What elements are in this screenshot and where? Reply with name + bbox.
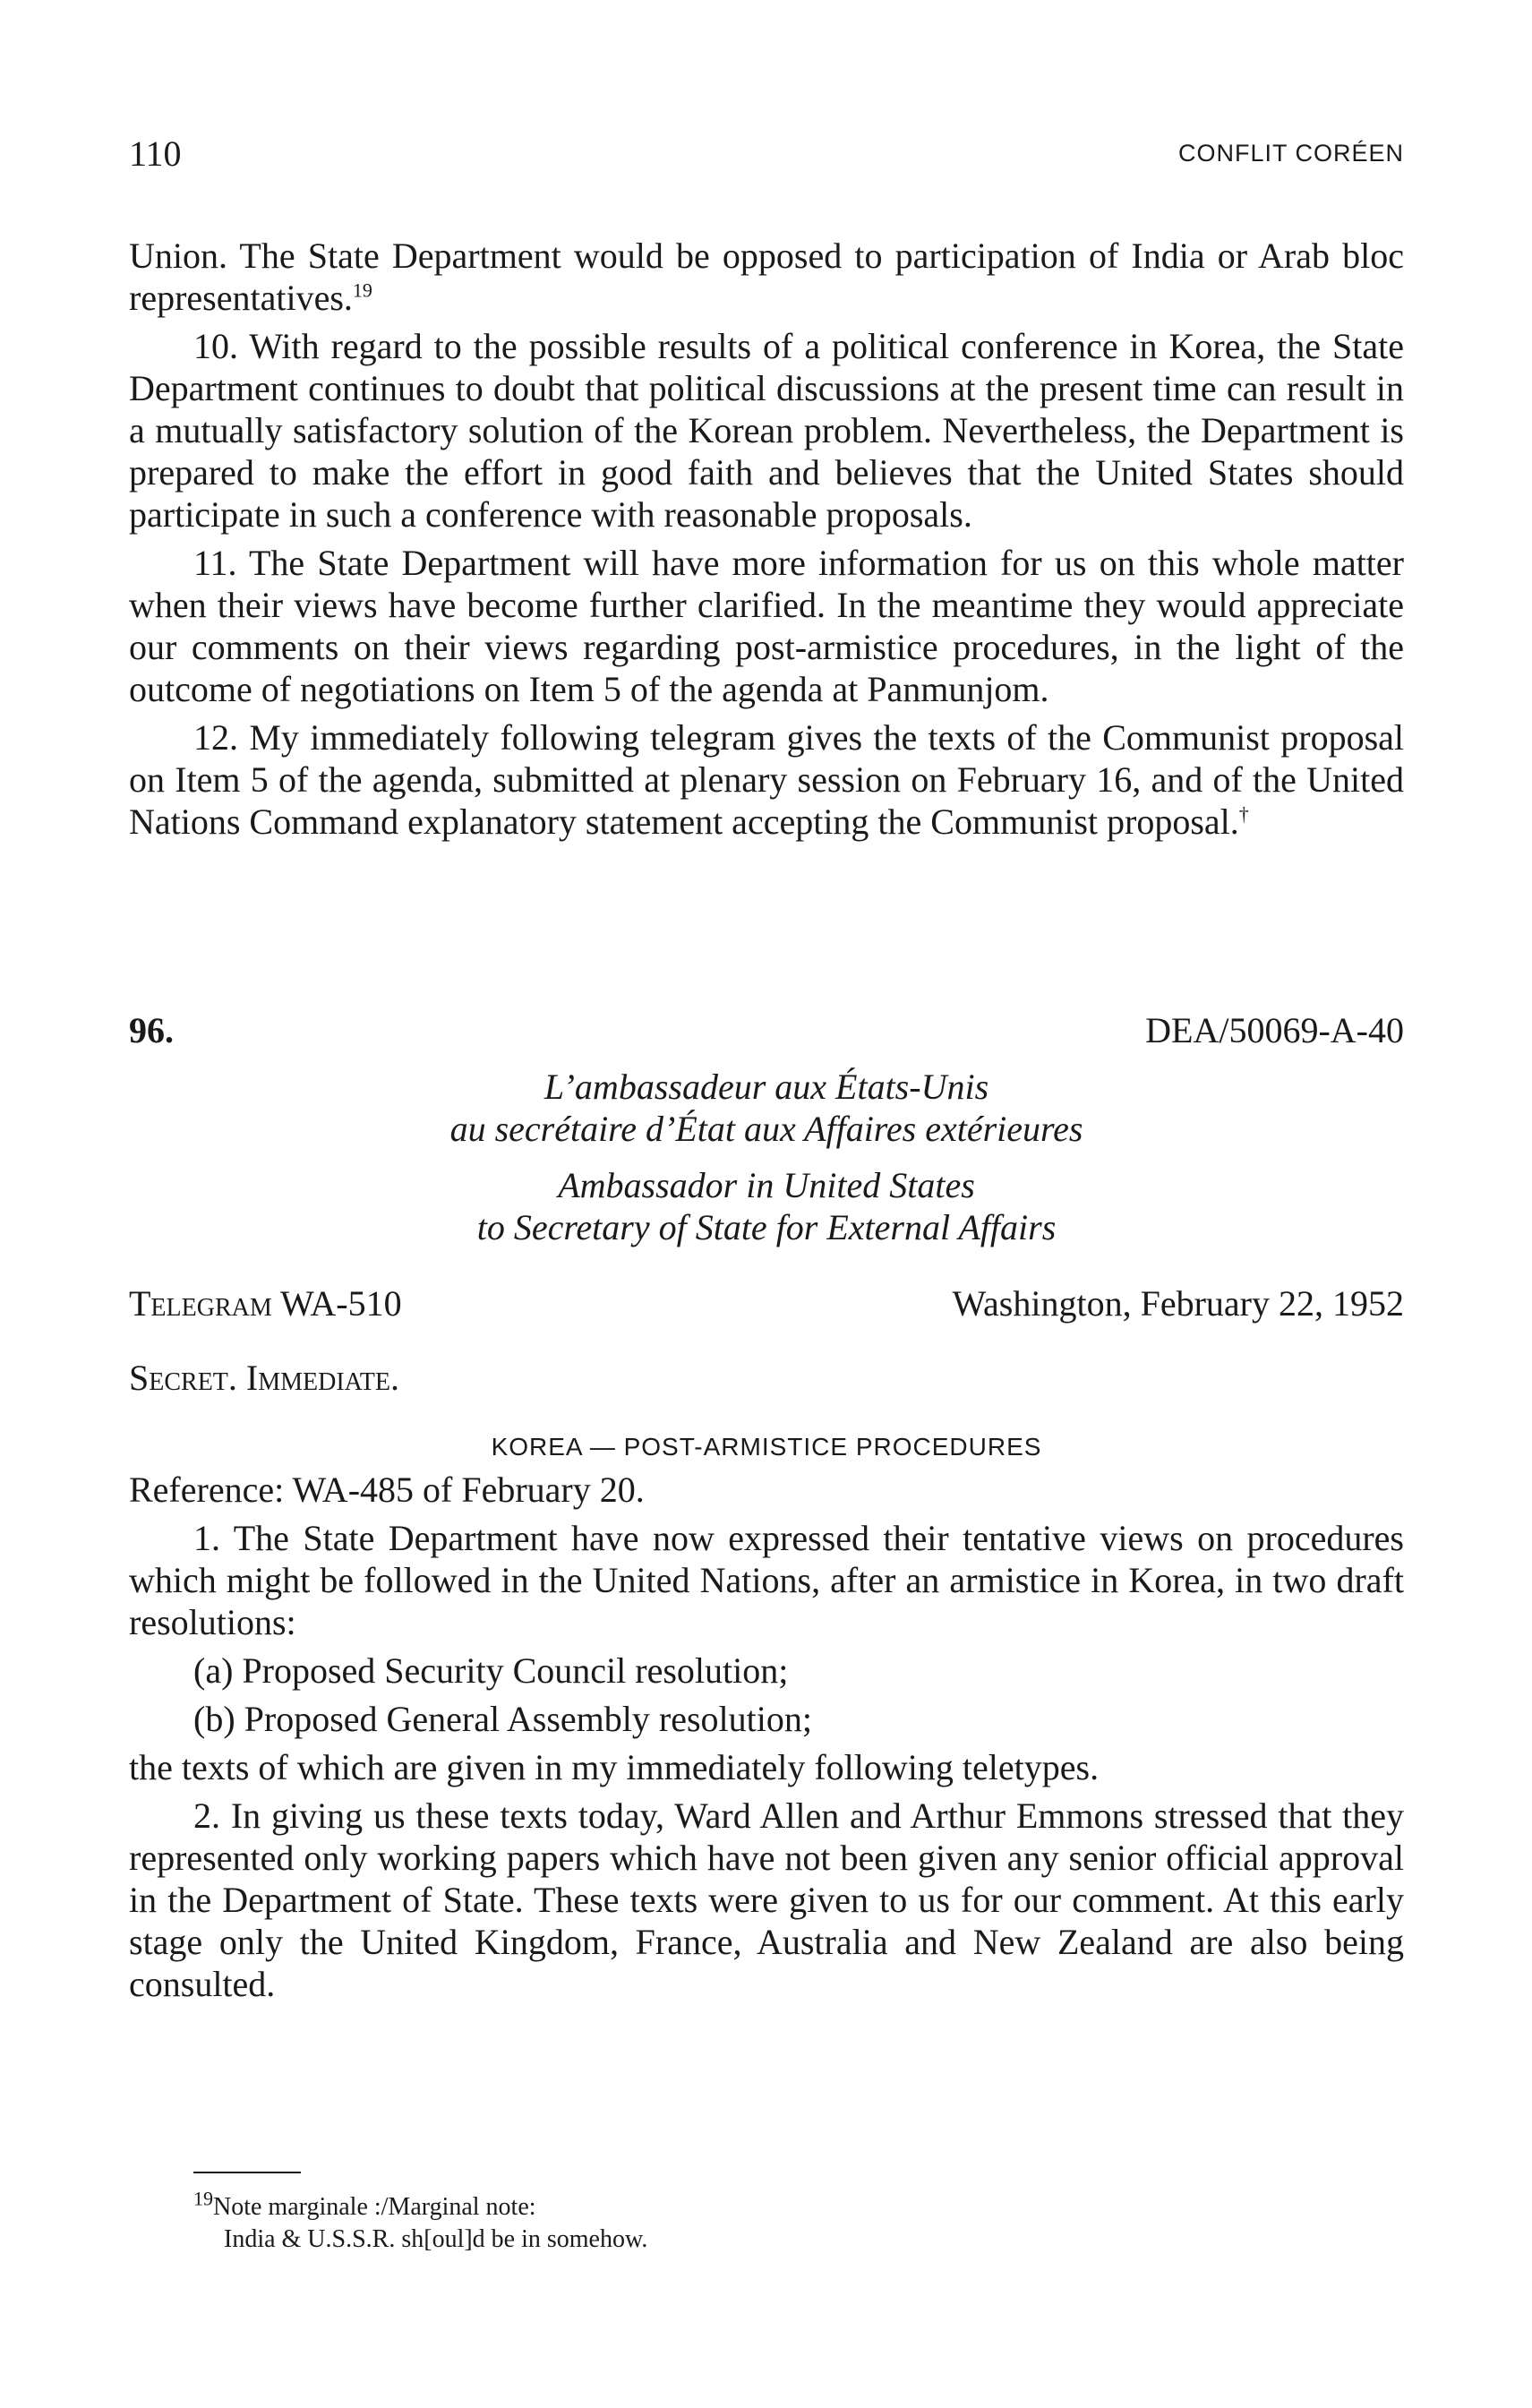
footnote-rule (193, 2172, 301, 2173)
telegram-number: Telegram WA-510 (129, 1283, 402, 1324)
english-title (129, 1164, 1404, 1248)
paragraph-1-close: the texts of which are given in my immediately following teletypes. (129, 1747, 1100, 1787)
footnote-number: 19 (193, 2187, 213, 2210)
subject-heading: KOREA — POST-ARMISTICE PROCEDURES (491, 1433, 1042, 1461)
footnote-ref: 19 (352, 279, 372, 302)
place-date: Washington, February 22, 1952 (952, 1283, 1404, 1324)
paragraph-union: Union. The State Department would be opposed to participation of India or Arab bloc representatives.$^{19}$ (129, 236, 1404, 318)
paragraph-2: 2. In giving us these texts today, Ward Allen and Arthur Emmons stressed that they represented only working papers which have not been given any senior official approval in the Department of State. These texts were given to us for our comment. At this early stage only the United Kingdom, France, Australia and New Zealand are also being consulted. (129, 1795, 1404, 2004)
continuation-text (129, 235, 1404, 843)
footnote-label: Note marginale :/Marginal note: (213, 2193, 536, 2221)
footnotes (193, 2187, 648, 2256)
paragraph-1: 1. The State Department have now expressed their tentative views on procedures which might be followed in the United Nations, after an armistice in Korea, in two draft resolutions: (129, 1518, 1404, 1642)
page-header (129, 133, 1404, 177)
telegram-body (129, 1469, 1404, 2005)
classification: Secret. Immediate. (129, 1358, 399, 1398)
page-number: 110 (129, 133, 182, 174)
paragraph-11: 11. The State Department will have more information for us on this whole matter when their views have become further clarified. In the meantime they would appreciate our comments on their views regarding post-armistice procedures, in the light of the outcome of negotiations on Item 5 of the agenda at Panmunjom. (129, 543, 1404, 709)
french-title-line-1: L’ambassadeur aux États-Unis (543, 1067, 989, 1107)
french-title (129, 1066, 1404, 1150)
footnote-text: India & U.S.S.R. sh[oul]d be in somehow. (224, 2225, 648, 2253)
document-number: 96. (129, 1010, 174, 1050)
english-title-line-1: Ambassador in United States (558, 1165, 975, 1205)
running-head: CONFLIT CORÉEN (1177, 140, 1404, 167)
footnote-line-1 (193, 2187, 647, 2224)
french-title-line-2: au secrétaire d’État aux Affaires extérieures (449, 1109, 1083, 1149)
paragraph-12: 12. My immediately following telegram gives the texts of the Communist proposal on Item 5 of the agenda, submitted at plenary session on February 16, and of the United Nations Command explanatory statement accepting the Communist proposal.† (129, 717, 1404, 842)
list-item-b: (b) Proposed General Assembly resolution; (193, 1699, 812, 1739)
english-title-line-2: to Secretary of State for External Affairs (476, 1207, 1057, 1247)
document-reference: DEA/50069-A-40 (1145, 1010, 1404, 1050)
list-item-a: (a) Proposed Security Council resolution; (193, 1650, 789, 1691)
paragraph-10: 10. With regard to the possible results of a political conference in Korea, the State Department continues to doubt that political discussions at the present time can result in a mutually satisfactory solution of the Korean problem. Nevertheless, the Department is prepared to make the effort in good faith and believes that the United States should participate in such a conference with reasonable proposals. (129, 326, 1404, 535)
dagger-mark: † (1238, 802, 1249, 826)
reference-line: Reference: WA-485 of February 20. (129, 1470, 645, 1510)
document-page (129, 0, 1404, 2408)
